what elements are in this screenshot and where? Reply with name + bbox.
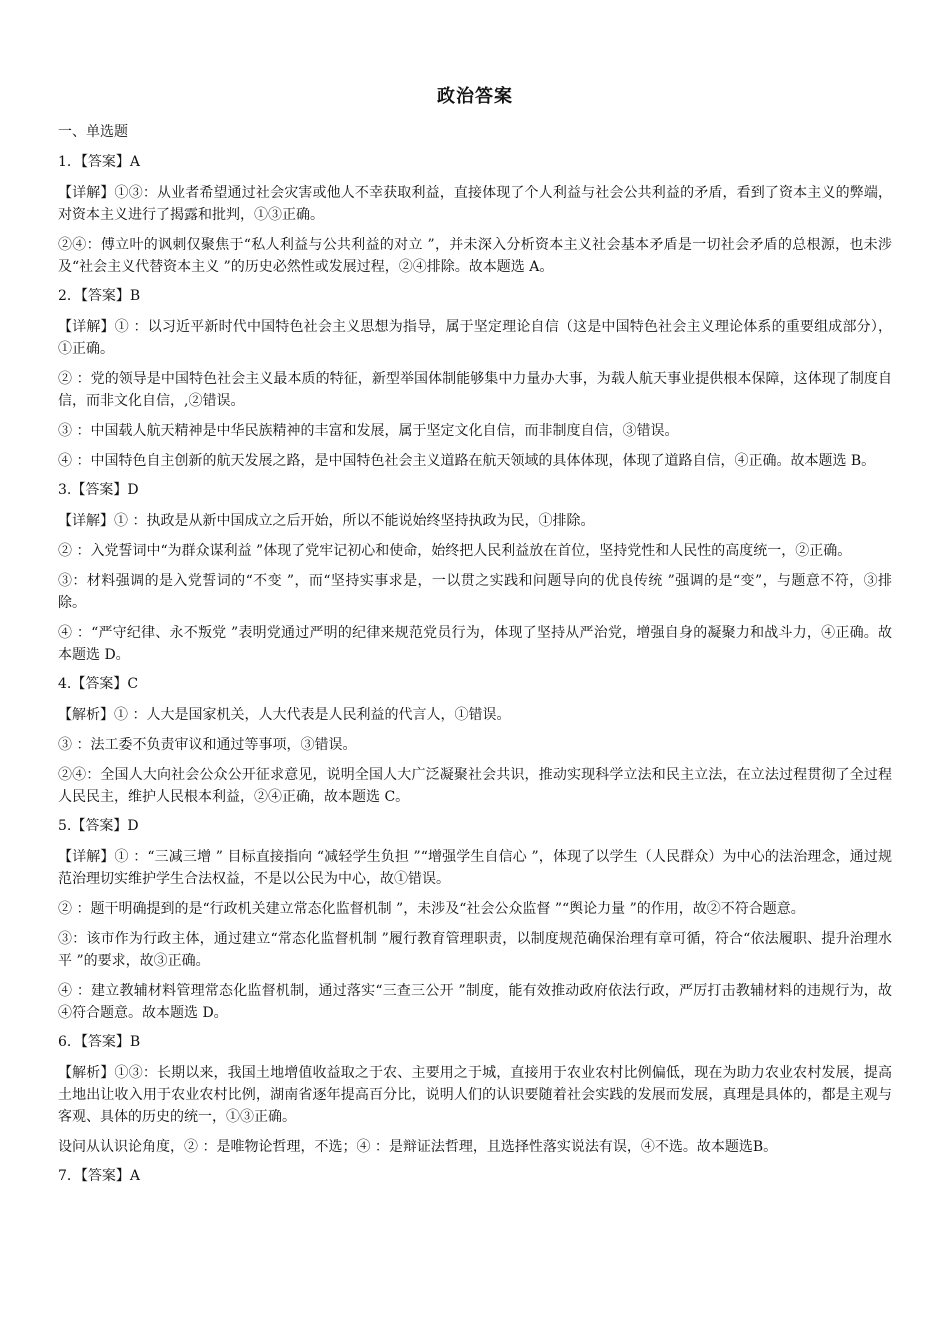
question-1 — [58, 152, 892, 278]
explanation-paragraph: ② ：入党誓词中“为群众谋利益 ”体现了党牢记初心和使命，始终把人民利益放在首位，坚持党性和人民性的高度统一，②正确。 — [58, 543, 852, 559]
explanation-paragraph: 【详解】① ：执政是从新中国成立之后开始，所以不能说始终坚持执政为民，①排除。 — [58, 513, 595, 529]
page-title: 政治答案 — [437, 86, 513, 107]
question-7 — [58, 1166, 892, 1186]
explanation-paragraph: ④ ：中国特色自主创新的航天发展之路，是中国特色社会主义道路在航天领域的具体体现，体现了道路自信，④正确。故本题选 B。 — [58, 453, 876, 469]
answer-label: 5.【答案】D — [58, 818, 139, 834]
question-5 — [58, 816, 892, 1024]
answer-label: 6．【答案】B — [58, 1034, 141, 1050]
explanation-paragraph: ② ：党的领导是中国特色社会主义最本质的特征，新型举国体制能够集中力量办大事，为载人航天事业提供根本保障，这体现了制度自信，而非文化自信，,②错误。 — [58, 371, 892, 409]
answer-label: 1．【答案】A — [58, 154, 141, 170]
explanation-paragraph: ② ：题干明确提到的是“行政机关建立常态化监督机制 ”，未涉及“社会公众监督 ”“舆论力量 ”的作用，故②不符合题意。 — [58, 901, 805, 917]
explanation-paragraph: ②④：傅立叶的讽刺仅聚焦于“私人利益与公共利益的对立 ”，并未深入分析资本主义社会基本矛盾是一切社会矛盾的总根源，也未涉及“社会主义代替资本主义 ”的历史必然性或发展过程，②④排除。故本题选 A。 — [58, 237, 892, 275]
explanation-paragraph: 【解析】① ：人大是国家机关，人大代表是人民利益的代言人，①错误。 — [58, 707, 511, 723]
answer-label: 2．【答案】B — [58, 288, 141, 304]
section-heading: 一、单选题 — [58, 124, 128, 140]
question-2 — [58, 286, 892, 472]
explanation-paragraph: ③：该市作为行政主体，通过建立“常态化监督机制 ”履行教育管理职责，以制度规范确保治理有章可循，符合“依法履职、提升治理水平 ”的要求，故③正确。 — [58, 931, 892, 969]
explanation-paragraph: 【详解】① ：以习近平新时代中国特色社会主义思想为指导，属于坚定理论自信（这是中国特色社会主义理论体系的重要组成部分），①正确。 — [58, 319, 892, 357]
explanation-paragraph: ③：材料强调的是入党誓词的“不变 ”，而“坚持实事求是，一以贯之实践和问题导向的优良传统 ”强调的是“变”，与题意不符，③排除。 — [58, 573, 892, 611]
question-6 — [58, 1032, 892, 1158]
explanation-paragraph: 设问从认识论角度，② ：是唯物论哲理，不选；④ ：是辩证法哲理，且选择性落实说法有误，④不选。故本题选B。 — [58, 1139, 778, 1155]
explanation-paragraph: ③ ：法工委不负责审议和通过等事项，③错误。 — [58, 737, 357, 753]
answer-label: 7．【答案】A — [58, 1168, 141, 1184]
question-4 — [58, 674, 892, 808]
explanation-paragraph: 【详解】①③：从业者希望通过社会灾害或他人不幸获取利益，直接体现了个人利益与社会公共利益的矛盾，看到了资本主义的弊端，对资本主义进行了揭露和批判，①③正确。 — [58, 185, 892, 223]
explanation-paragraph: ④ ：“严守纪律、永不叛党 ”表明党通过严明的纪律来规范党员行为，体现了坚持从严治党，增强自身的凝聚力和战斗力，④正确。故本题选 D。 — [58, 625, 892, 663]
explanation-paragraph: 【解析】①③：长期以来，我国土地增值收益取之于农、主要用之于城，直接用于农业农村比例偏低，现在为助力农业农村发展，提高土地出让收入用于农业农村比例，湖南省逐年提高百分比，说明人们的认识要随着社会实践的发展而发展，真理是具体的，都是主观与客观、具体的历史的统一，①③正确。 — [58, 1065, 892, 1125]
question-3 — [58, 480, 892, 666]
explanation-paragraph: 【详解】① ：“三减三增 ” 目标直接指向 “减轻学生负担 ”“增强学生自信心 ”，体现了以学生（人民群众）为中心的法治理念，通过规范治理切实维护学生合法权益，不是以公民为中心，故①错误。 — [58, 849, 892, 887]
answer-label: 3.【答案】D — [58, 482, 139, 498]
explanation-paragraph: ③ ：中国载人航天精神是中华民族精神的丰富和发展，属于坚定文化自信，而非制度自信，③错误。 — [58, 423, 679, 439]
explanation-paragraph: ②④：全国人大向社会公众公开征求意见，说明全国人大广泛凝聚社会共识，推动实现科学立法和民主立法，在立法过程贯彻了全过程人民民主，维护人民根本利益，②④正确，故本题选 C。 — [58, 767, 892, 805]
answer-label: 4.【答案】C — [58, 676, 139, 692]
explanation-paragraph: ④ ：建立教辅材料管理常态化监督机制，通过落实“三查三公开 ”制度，能有效推动政府依法行政，严厉打击教辅材料的违规行为，故④符合题意。故本题选 D。 — [58, 983, 892, 1021]
